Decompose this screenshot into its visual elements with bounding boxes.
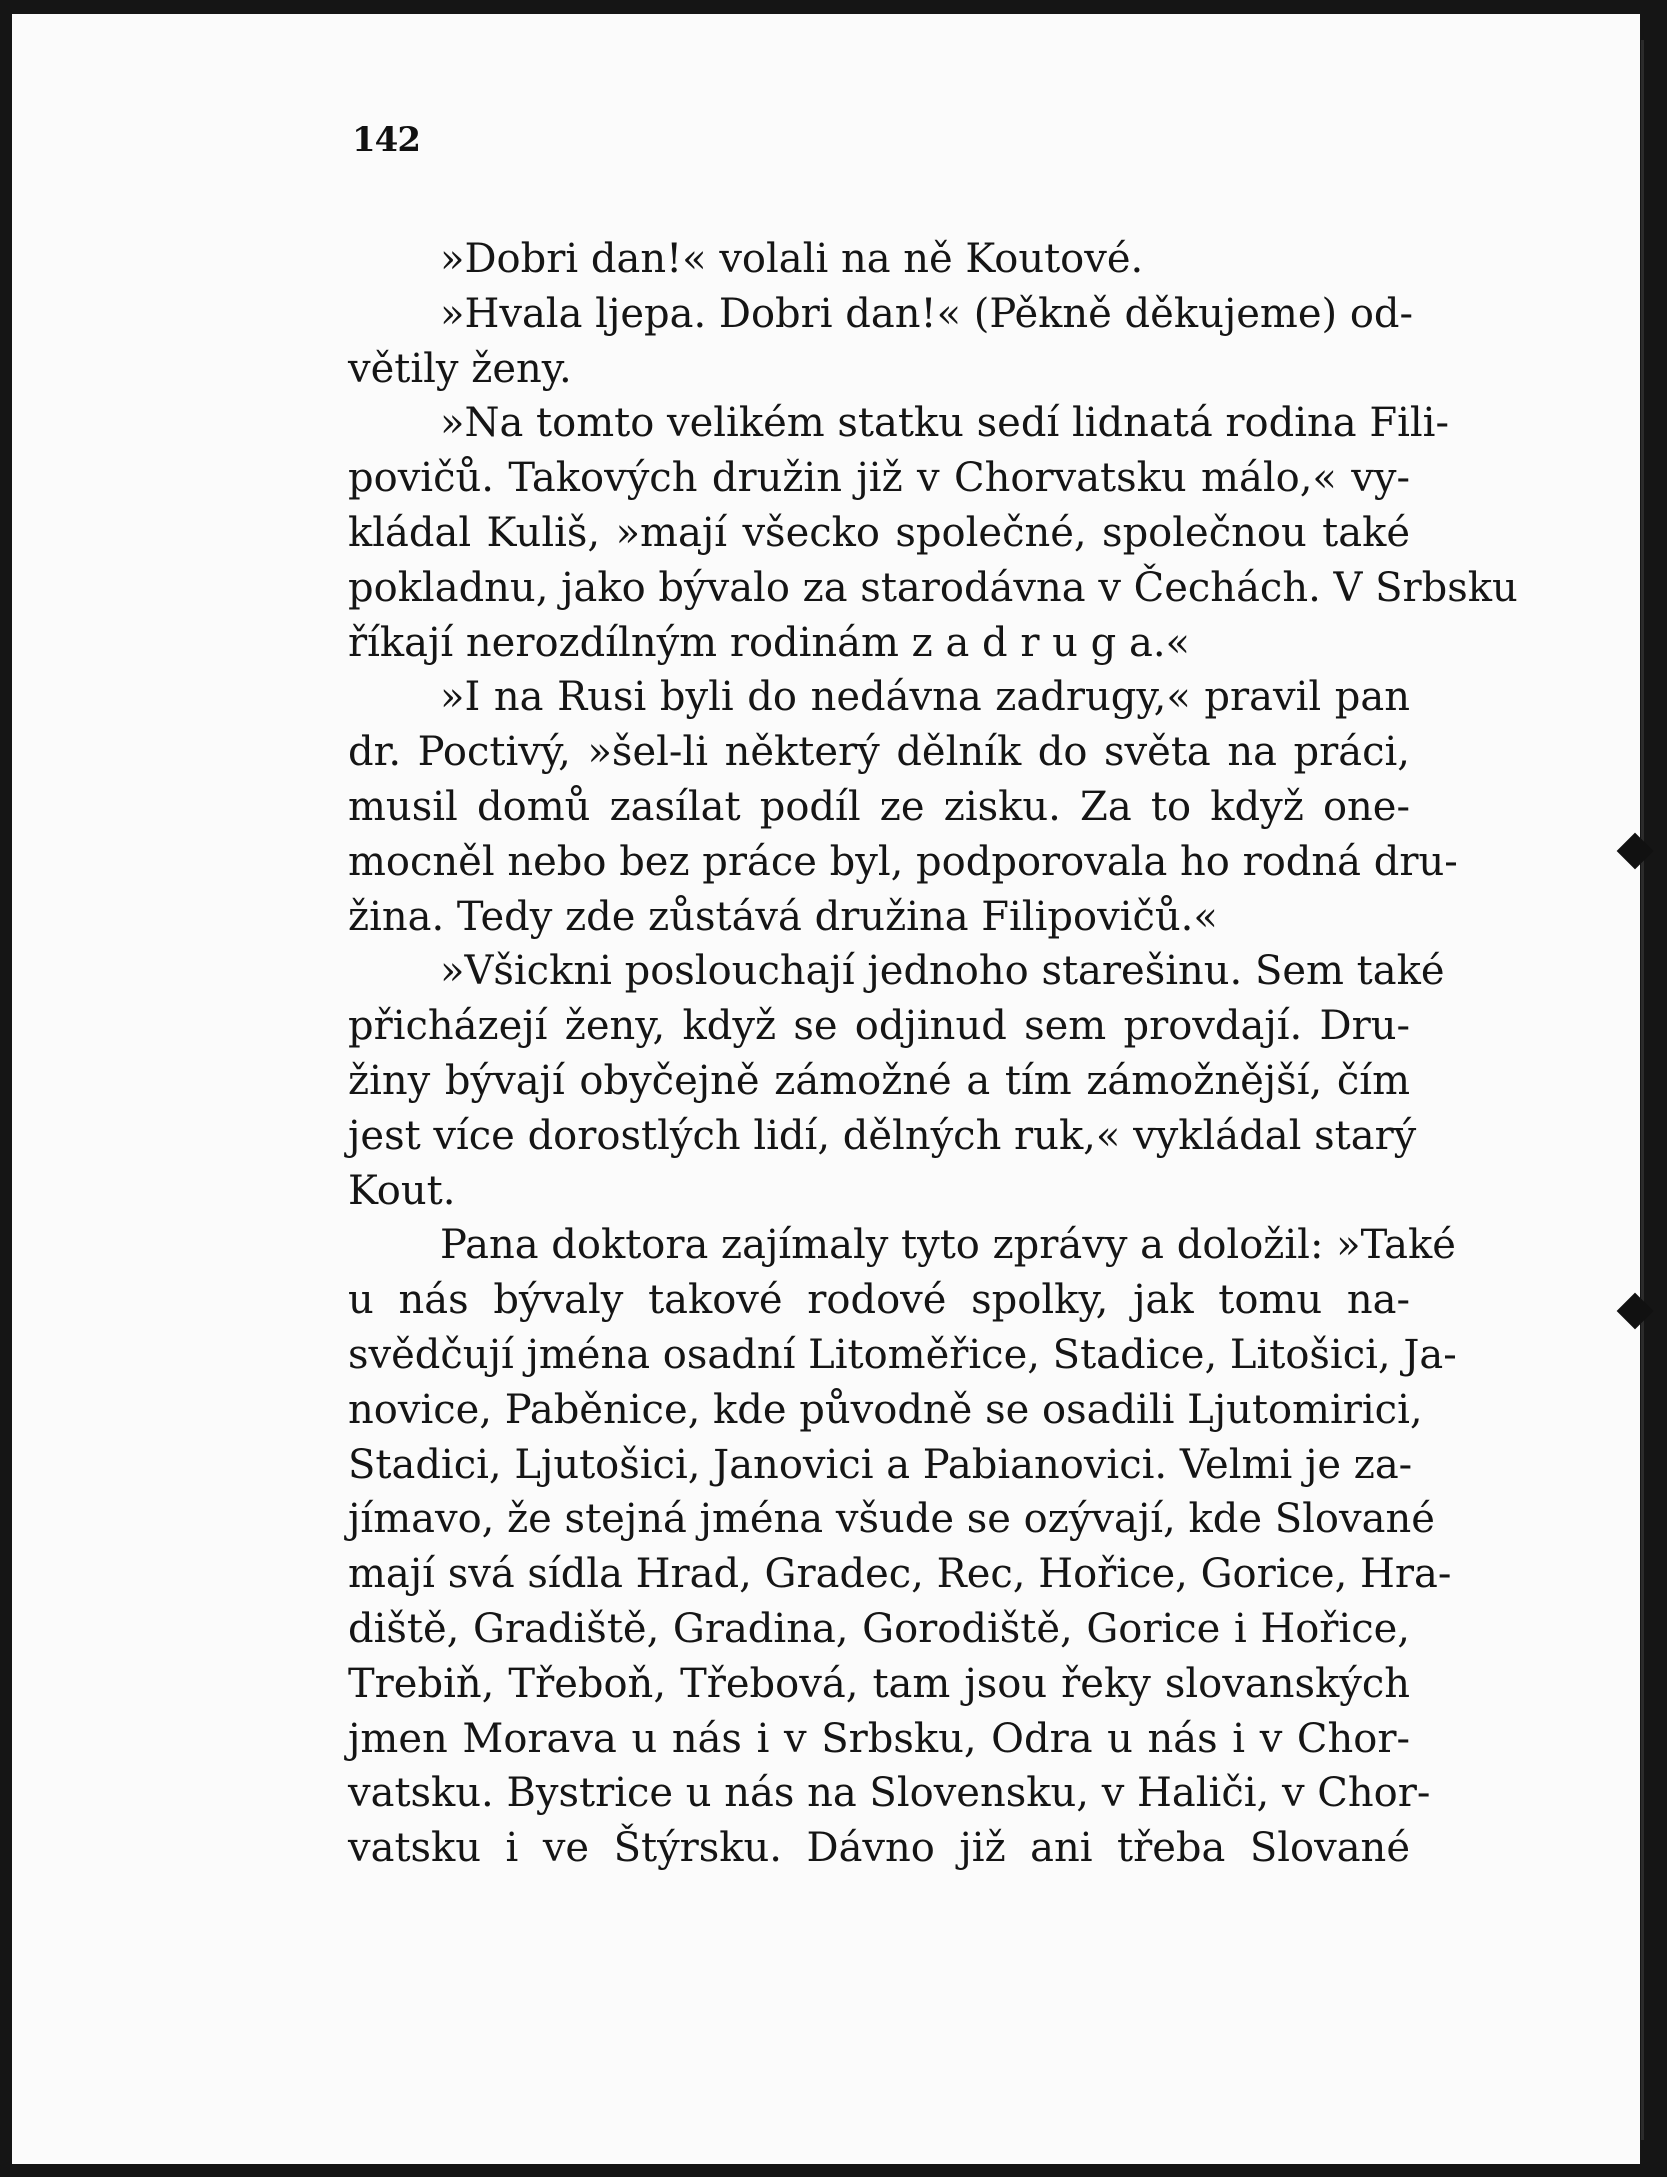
text-line: kládal Kuliš, »mají všecko společné, společnou také: [348, 509, 1410, 556]
text-line: vatsku. Bystrice u nás na Slovensku, v Haliči, v Chor-: [348, 1770, 1431, 1817]
text-line: jest více dorostlých lidí, dělných ruk,« vykládal starý: [348, 1112, 1417, 1159]
text-line: mocněl nebo bez práce byl, podporovala ho rodná dru-: [348, 838, 1458, 885]
text-line: přicházejí ženy, když se odjinud sem provdají. Dru-: [348, 1003, 1410, 1050]
binding-edge: [1641, 40, 1644, 2140]
text-line: u nás bývaly takové rodové spolky, jak tomu na-: [348, 1277, 1410, 1324]
text-line: žiny bývají obyčejně zámožné a tím zámožnější, čím: [348, 1057, 1410, 1104]
body-text: [348, 232, 1518, 1876]
text-line: Pana doktora zajímaly tyto zprávy a doložil: »Také: [440, 1222, 1456, 1269]
text-line: mají svá sídla Hrad, Gradec, Rec, Hořice, Gorice, Hra-: [348, 1551, 1452, 1598]
text-line: »Hvala ljepa. Dobri dan!« (Pěkně děkujeme) od-: [440, 290, 1414, 337]
text-line: diště, Gradiště, Gradina, Gorodiště, Gorice i Hořice,: [348, 1605, 1410, 1652]
page-number: 142: [352, 120, 420, 160]
text-line: větily ženy.: [348, 345, 572, 392]
text-line: Trebiň, Třeboň, Třebová, tam jsou řeky slovanských: [348, 1660, 1410, 1707]
text-line: jmen Morava u nás i v Srbsku, Odra u nás i v Chor-: [348, 1715, 1410, 1762]
text-line: vatsku i ve Štýrsku. Dávno již ani třeba Slované: [348, 1825, 1410, 1872]
text-line: povičů. Takových družin již v Chorvatsku málo,« vy-: [348, 455, 1410, 502]
text-line: Stadici, Ljutošici, Janovici a Pabianovici. Velmi je za-: [348, 1441, 1413, 1488]
text-line: dr. Poctivý, »šel-li některý dělník do světa na práci,: [348, 729, 1410, 776]
text-line: »I na Rusi byli do nedávna zadrugy,« pravil pan: [440, 674, 1410, 721]
text-line: novice, Paběnice, kde původně se osadili Ljutomirici,: [348, 1386, 1423, 1433]
text-line: musil domů zasílat podíl ze zisku. Za to když one-: [348, 783, 1410, 830]
text-line: žina. Tedy zde zůstává družina Filipovičů.«: [348, 893, 1218, 940]
text-line: »Na tomto velikém statku sedí lidnatá rodina Fili-: [440, 400, 1449, 447]
text-line: jímavo, že stejná jména všude se ozývají, kde Slované: [348, 1496, 1435, 1543]
text-line: svědčují jména osadní Litoměřice, Stadice, Litošici, Ja-: [348, 1331, 1457, 1378]
text-line: Kout.: [348, 1167, 456, 1214]
text-line: »Všickni poslouchají jednoho starešinu. Sem také: [440, 948, 1445, 995]
text-line: pokladnu, jako bývalo za starodávna v Čechách. V Srbsku: [348, 564, 1518, 611]
text-line: říkají nerozdílným rodinám z a d r u g a.«: [348, 619, 1191, 666]
text-line: »Dobri dan!« volali na ně Koutové.: [440, 236, 1144, 282]
